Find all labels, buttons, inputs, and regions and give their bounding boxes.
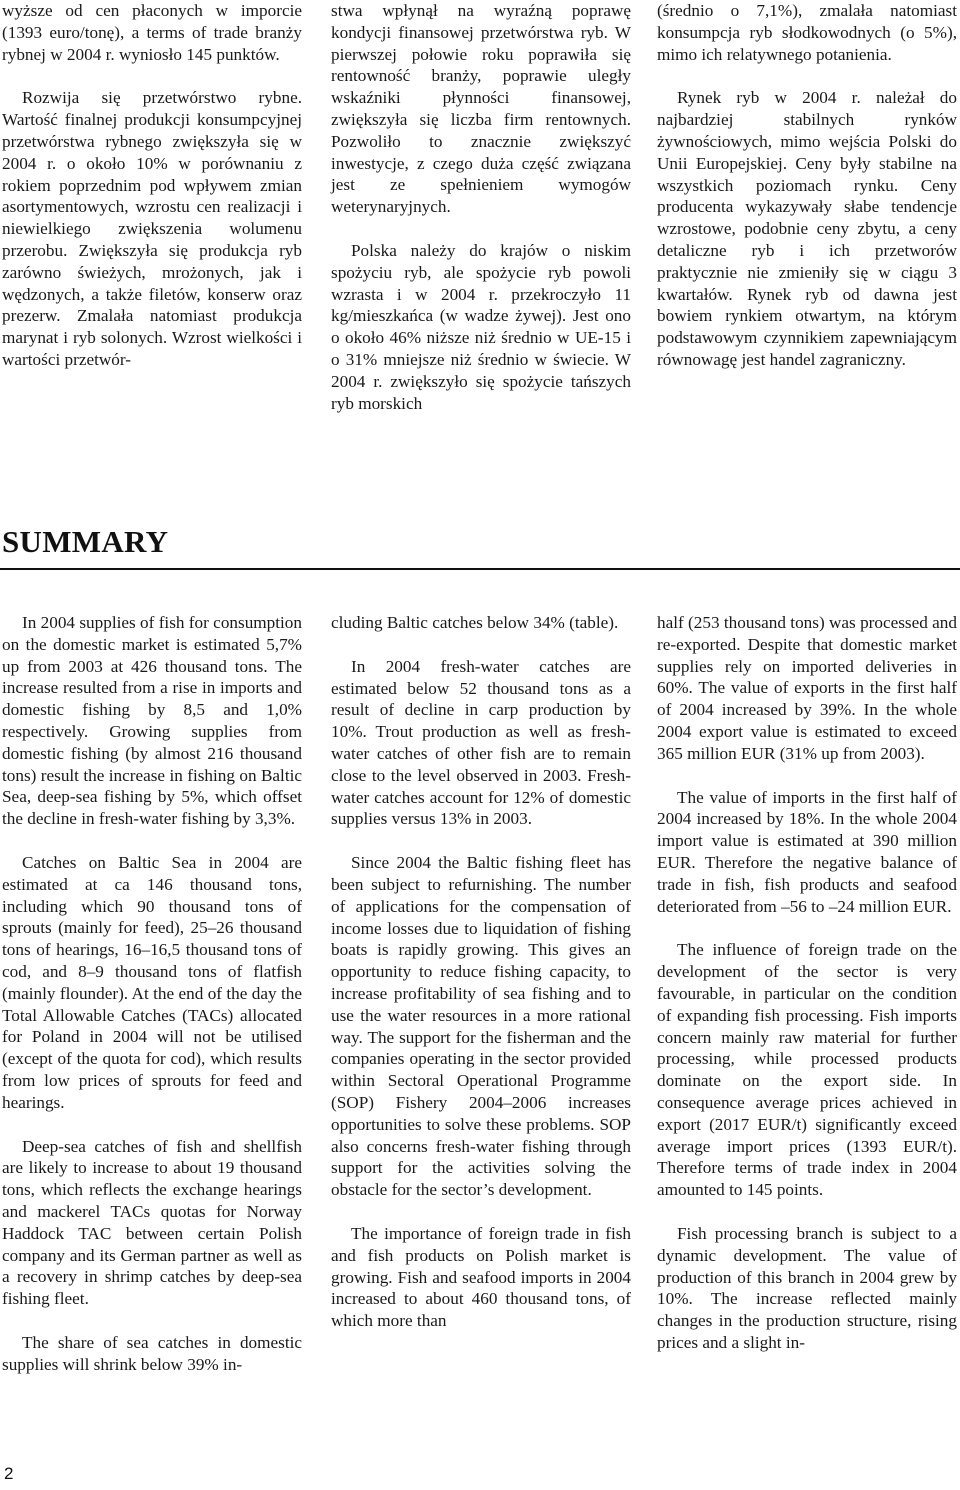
polish-text-column-3 — [657, 0, 957, 371]
paragraph: The value of imports in the first half of 2004 increased by 18%. In the whole 2004 import value is estimated at 390 million EUR. Therefore the negative balance of trade in fish, fish products and seafood deteriorated from –56 to –24 million EUR. — [657, 787, 957, 916]
summary-column-1 — [2, 612, 302, 1376]
summary-column-3 — [657, 612, 957, 1354]
paragraph: Rozwija się przetwórstwo rybne. Wartość finalnej produkcji konsumpcyjnej przetwórstwa rybnego zwiększyła się w 2004 r. o około 10% w porównaniu z rokiem poprzednim pod wpływem zmian asortymentowych, wzrostu cen realizacji i niewielkiego zwiększenia wolumenu przerobu. Zwiększyła się produkcja ryb zarówno świeżych, mrożonych, jak i wędzonych, a także filetów, konserw oraz prezerw. Zmalała natomiast produkcja marynat i ryb solonych. Wzrost wielkości i wartości przetwór- — [2, 88, 302, 369]
paragraph: Rynek ryb w 2004 r. należał do najbardziej stabilnych rynków żywnościowych, mimo wejścia Polski do Unii Europejskiej. Ceny były stabilne na wszystkich poziomach rynku. Ceny producenta wykazywały słabe tendencje wzrostowe, podobnie ceny zbytu, a ceny detaliczne ryb i ich przetworów praktycznie nie zmieniły się w ciągu 3 kwartałów. Rynek ryb od dawna jest bowiem rynkiem otwartym, na którym podstawowym czynnikiem zapewniającym równowagę jest handel zagraniczny. — [657, 88, 957, 369]
page-number: 2 — [4, 1464, 14, 1483]
heading-divider — [0, 568, 960, 570]
paragraph: The importance of foreign trade in fish and fish products on Polish market is growing. Fish and seafood imports in 2004 increased to about 460 thousand tons, of which more than — [331, 1223, 631, 1331]
paragraph: Polska należy do krajów o niskim spożyciu ryb, ale spożycie ryb powoli wzrasta i w 2004 r. przekroczyło 11 kg/mieszkańca (w wadze żywej). Jest ono o około 46% niższe niż średnio w UE-15 i o 31% mniejsze niż średnio w świecie. W 2004 r. zwiększyło się spożycie tańszych ryb morskich — [331, 240, 631, 413]
paragraph: (średnio o 7,1%), zmalała natomiast konsumpcja ryb słodkowodnych (o 5%), mimo ich relatywnego potanienia. — [657, 1, 957, 64]
summary-column-2 — [331, 612, 631, 1332]
polish-text-column-2 — [331, 0, 631, 414]
paragraph: The influence of foreign trade on the development of the sector is very favourable, in particular on the condition of expanding fish processing. Fish imports concern mainly raw material for further processing, while processed products dominate on the export side. In consequence average prices achieved in export (2017 EUR/t) significantly exceed average import prices (1393 EUR/t). Therefore terms of trade index in 2004 amounted to 145 points. — [657, 940, 957, 1200]
polish-text-column-1 — [2, 0, 302, 371]
summary-heading: SUMMARY — [2, 524, 169, 559]
paragraph: wyższe od cen płaconych w imporcie (1393 euro/tonę), a terms of trade branży rybnej w 2004 r. wyniosło 145 punktów. — [2, 1, 302, 64]
paragraph: stwa wpłynął na wyraźną poprawę kondycji finansowej przetwórstwa ryb. W pierwszej połowie roku poprawiła się rentowność branży, poprawie uległy wskaźniki płynności finansowej, zwiększyła się liczba firm rentownych. Pozwoliło to znacznie zwiększyć inwestycje, z czego duża część związana jest ze spełnieniem wymogów weterynaryjnych. — [331, 1, 631, 217]
paragraph: The share of sea catches in domestic supplies will shrink below 39% in- — [2, 1332, 302, 1374]
summary-heading-block — [0, 522, 960, 562]
paragraph: In 2004 fresh-water catches are estimated below 52 thousand tons as a result of decline in carp production by 10%. Trout production as well as fresh-water catches of other fish are to remain close to the level observed in 2003. Fresh-water catches account for 12% of domestic supplies versus 13% in 2003. — [331, 656, 631, 829]
paragraph: Fish processing branch is subject to a dynamic development. The value of production of this branch in 2004 grew by 10%. The increase reflected mainly changes in the production structure, rising prices and a slight in- — [657, 1223, 957, 1352]
paragraph: In 2004 supplies of fish for consumption on the domestic market is estimated 5,7% up from 2003 at 426 thousand tons. The increase resulted from a rise in imports and domestic fishing by 8,5 and 1,0% respectively. Growing supplies from domestic fishing (by almost 216 thousand tons) result the increase in fishing on Baltic Sea, deep-sea fishing by 5%, which offset the decline in fresh-water fishing by 3,3%. — [2, 613, 302, 829]
paragraph: Deep-sea catches of fish and shellfish are likely to increase to about 19 thousand tons, which reflects the exchange hearings and mackerel TACs quotas for Norway Haddock TAC between certain Polish company and its German partner as well as a recovery in shrimp catches by deep-sea fishing fleet. — [2, 1136, 302, 1309]
paragraph: cluding Baltic catches below 34% (table). — [331, 613, 619, 632]
paragraph: half (253 thousand tons) was processed and re-exported. Despite that domestic market supplies rely on imported deliveries in 60%. The value of exports in the first half of 2004 increased by 39%. In the whole 2004 export value is estimated to exceed 365 million EUR (31% up from 2003). — [657, 613, 957, 763]
paragraph: Catches on Baltic Sea in 2004 are estimated at ca 146 thousand tons, including which 90 thousand tons of sprouts (mainly for feed), 25–26 thousand tons of hearings, 16–16,5 thousand tons of cod, and 8–9 thousand tons of flatfish (mainly flounder). At the end of the day the Total Allowable Catches (TACs) allocated for Poland in 2004 will not be utilised (except of the quota for cod), which results from low prices of sprouts for feed and hearings. — [2, 852, 302, 1112]
paragraph: Since 2004 the Baltic fishing fleet has been subject to refurnishing. The number of applications for the compensation of income losses due to liquidation of fishing boats is rapidly growing. This gives an opportunity to reduce fishing capacity, to increase profitability of sea fishing and to use the water resources in a more rational way. The support for the fisherman and the companies operating in the sector provided within Sectoral Operational Programme (SOP) Fishery 2004–2006 increases opportunities to solve these problems. SOP also concerns fresh-water fishing through support for the activities solving the obstacle for the sector’s development. — [331, 853, 631, 1200]
